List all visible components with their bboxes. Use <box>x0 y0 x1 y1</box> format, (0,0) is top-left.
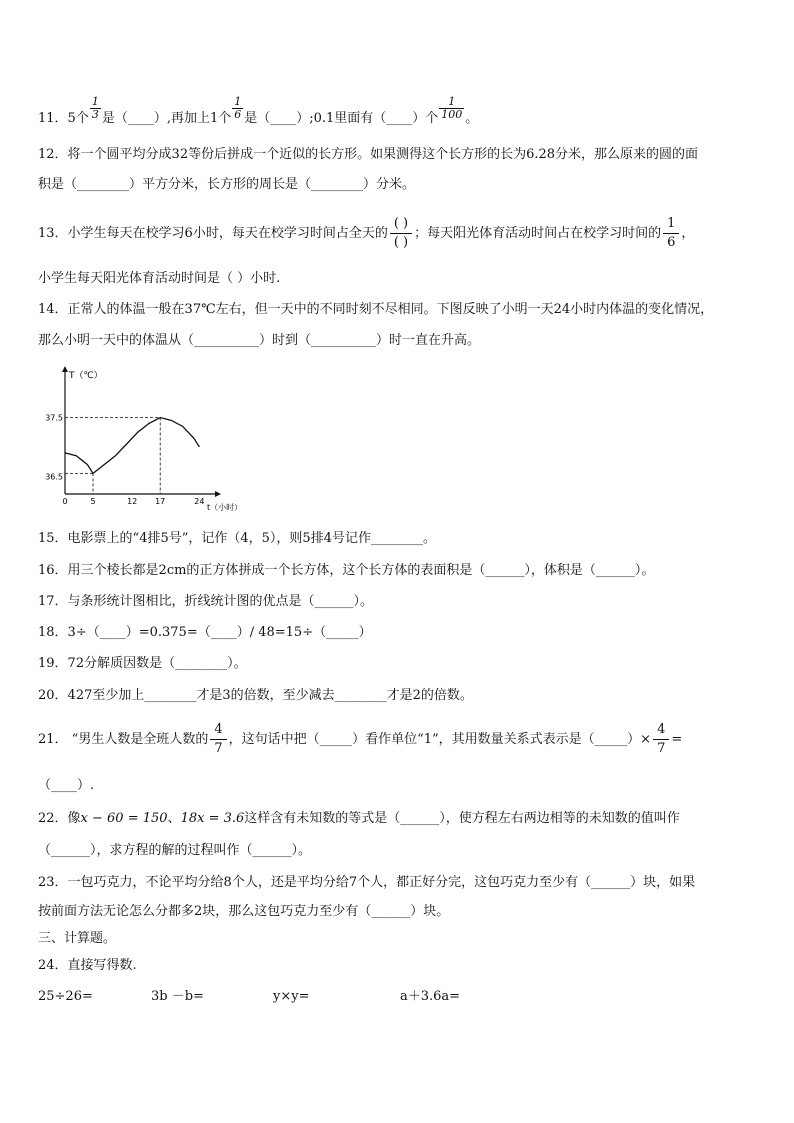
question-23-line-2: 按前面方法无论怎么分都多2块，那么这包巧克力至少有（______）块。 <box>38 904 450 919</box>
q21-frac2-den: 7 <box>657 741 666 756</box>
question-14-line-2: 那么小明一天中的体温从（__________）时到（__________）时一直在升高。 <box>38 333 481 348</box>
question-22-line-1 <box>38 809 762 829</box>
q21-part2: ，这句话中把（_____）看作单位“1”，其用数量关系式表示是（_____）× <box>228 732 652 747</box>
question-21 <box>38 720 762 760</box>
q11-part2: 是（____）;0.1里面有（____）个 <box>244 111 439 126</box>
question-19: 19．72分解质因数是（________）。 <box>38 656 247 671</box>
x-tick-label: 12 <box>127 497 138 506</box>
section-3-title: 三、计算题。 <box>38 931 117 946</box>
q21-fraction-1 <box>210 721 226 758</box>
q13-box-bottom: ( ) <box>393 235 409 250</box>
q21-frac1-den: 7 <box>214 741 223 756</box>
q11-fraction-1 <box>90 96 101 121</box>
question-14-line-1: 14．正常人的体温一般在37℃左右，但一天中的不同时刻不尽相同。下图反映了小明一天24小时内体温的变化情况， <box>38 302 714 317</box>
question-23-line-1: 23．一包巧克力，不论平均分给8个人，还是平均分给7个人，都正好分完，这包巧克力至少有（______）块，如果 <box>38 875 696 890</box>
q11-fraction-2 <box>232 96 243 121</box>
question-15: 15．电影票上的“4排5号”，记作（4，5），则5排4号记作________。 <box>38 531 436 546</box>
q11-part1: 是（____）,再加上1个 <box>101 111 232 126</box>
question-13-line-2: 小学生每天阳光体育活动时间是（ ）小时. <box>38 271 281 286</box>
q24-item: y×y= <box>273 989 310 1004</box>
question-12-line-2: 积是（________）平方分米，长方形的周长是（________）分米。 <box>38 177 416 192</box>
q22-part2: 这样含有未知数的等式是（______），使方程左右两边相等的未知数的值叫作 <box>244 811 680 826</box>
q24-item: a＋3.6a= <box>400 989 461 1004</box>
x-axis-arrow <box>215 491 221 497</box>
q13-part2: ；每天阳光体育活动时间占在校学习时间的 <box>414 226 662 241</box>
q11-frac3-num: 1 <box>439 96 464 109</box>
question-17: 17．与条形统计图相比，折线统计图的优点是（______）。 <box>38 594 374 609</box>
q11-prefix: 11．5个 <box>38 111 89 126</box>
q11-frac1-num: 1 <box>91 95 99 108</box>
q22-equation-2: 18x = 3.6 <box>180 811 245 826</box>
y-axis-label: T（℃） <box>69 371 103 381</box>
temperature-series-line <box>65 418 199 474</box>
x-tick-label: 0 <box>62 497 68 506</box>
temperature-chart <box>38 364 243 516</box>
q11-suffix: 。 <box>465 111 479 126</box>
y-axis-arrow <box>62 366 68 372</box>
q13-part1: 13．小学生每天在校学习6小时，每天在校学习时间占全天的 <box>38 226 388 241</box>
q13-part3: ， <box>681 226 695 241</box>
q13-box-top: ( ) <box>390 215 412 234</box>
question-11 <box>38 95 762 131</box>
q11-fraction-3 <box>439 96 464 121</box>
q21-fraction-2 <box>653 721 669 758</box>
q13-frac-num: 1 <box>663 215 679 234</box>
q13-answer-fraction <box>390 215 412 252</box>
x-tick-label: 17 <box>155 497 166 506</box>
question-24-title: 24．直接写得数. <box>38 958 137 973</box>
q21-frac1-num: 4 <box>210 721 226 740</box>
q22-equation-1: x − 60 = 150 <box>80 811 168 826</box>
y-tick-label: 37.5 <box>45 413 63 423</box>
q13-fraction <box>663 215 679 252</box>
q22-part1: 22．像 <box>38 811 81 826</box>
q21-frac2-num: 4 <box>653 721 669 740</box>
y-tick-label: 36.5 <box>45 472 63 482</box>
q11-frac2-num: 1 <box>234 95 242 108</box>
q13-frac-den: 6 <box>667 235 676 250</box>
question-12-line-1: 12．将一个圆平均分成32等份后拼成一个近似的长方形。如果测得这个长方形的长为6.28分米，那么原来的圆的面 <box>38 147 699 162</box>
x-tick-label: 5 <box>90 497 96 506</box>
q11-frac1-den: 3 <box>91 108 99 121</box>
question-20: 20．427至少加上________才是3的倍数，至少减去________才是2的倍数。 <box>38 688 473 703</box>
x-axis-label: t（小时） <box>207 503 243 512</box>
question-21-line-2: （____）. <box>38 778 95 793</box>
question-13 <box>38 214 762 254</box>
q24-item: 25÷26= <box>38 989 93 1004</box>
question-16: 16．用三个棱长都是2cm的正方体拼成一个长方体，这个长方体的表面积是（______），体积是（______）。 <box>38 563 655 578</box>
q24-item: 3b －b= <box>151 989 204 1004</box>
q22-separator: 、 <box>167 811 181 826</box>
q21-part3: = <box>671 732 683 747</box>
q21-part1: 21． “男生人数是全班人数的 <box>38 732 209 747</box>
q11-frac3-den: 100 <box>441 108 463 121</box>
question-22-line-2: （______），求方程的解的过程叫作（______）。 <box>38 843 312 858</box>
question-18: 18．3÷（____）=0.375=（____）/ 48=15÷（_____） <box>38 625 372 640</box>
x-tick-label: 24 <box>194 497 205 506</box>
q11-frac2-den: 6 <box>234 108 242 121</box>
